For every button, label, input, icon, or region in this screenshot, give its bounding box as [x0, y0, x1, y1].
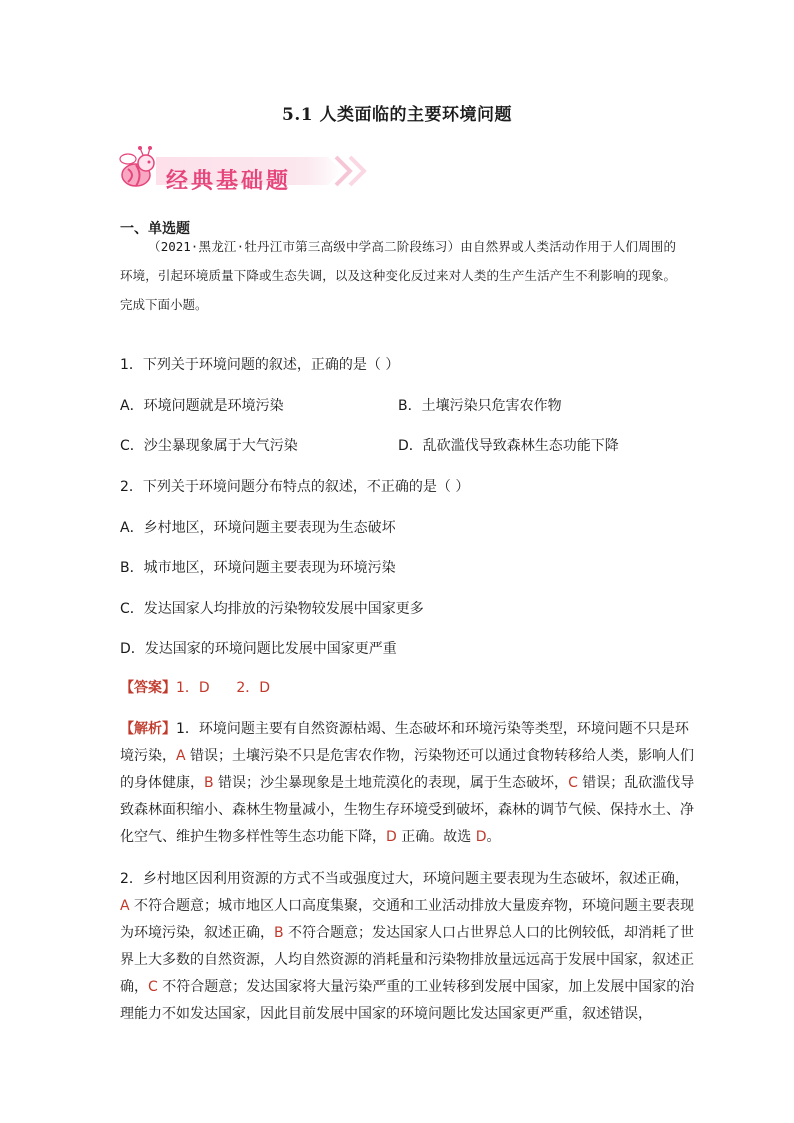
- analysis-1-paragraph: [120, 716, 698, 851]
- option-mark: C: [568, 775, 578, 791]
- option-mark: D: [475, 829, 487, 845]
- option-mark: D: [386, 829, 397, 845]
- analysis-1-text: 1．环境问题主要有自然资源枯竭、生态破坏和环境污染等类型，环境问题不只是环境污染，: [120, 721, 689, 764]
- option-mark: B: [204, 775, 214, 791]
- analysis-2-text: 不符合题意；城市地区人口高度集聚，交通和工业活动排放大量废弃物，环境问题主要表现为环境污染，叙述正确，: [120, 898, 695, 941]
- analysis-1-text: 。: [486, 829, 501, 845]
- intro-paragraph: （2021·黑龙江·牡丹江市第三高级中学高二阶段练习）由自然界或人类活动作用于人们周围的环境，引起环境质量下降或生态失调，以及这种变化反过来对人类的生产生活产生不利影响的现象。完成下面小题。: [120, 239, 676, 312]
- analysis-1-text: 错误；乱砍滥伐导致森林面积缩小、森林生物量减小，生物生存环境受到破坏，森林的调节气候、保持水土、净化空气、维护生物多样性等生态功能下降，: [120, 775, 695, 845]
- option-mark: B: [274, 925, 284, 941]
- analysis-2-text: 2．乡村地区因利用资源的方式不当或强度过大，环境问题主要表现为生态破坏，叙述正确，: [120, 871, 689, 887]
- option-mark: A: [120, 898, 130, 914]
- analysis-2-text: 不符合题意；发达国家人口占世界总人口的比例较低，却消耗了世界上大多数的自然资源，人均自然资源的消耗量和污染物排放量远远高于发展中国家，叙述正确，: [120, 925, 695, 995]
- answer-line: [120, 677, 270, 697]
- analysis-2-paragraph: [120, 866, 698, 1028]
- analysis-1-text: 正确。故选: [396, 829, 476, 845]
- analysis-2-text: 不符合题意；发达国家将大量污染严重的工业转移到发展中国家，加上发展中国家的治理能力不如发达国家，因此目前发展中国家的环境问题比发达国家更严重，叙述错误，: [120, 979, 695, 1022]
- question-1-option-c: C．沙尘暴现象属于大气污染: [120, 438, 298, 454]
- section-heading: 一、单选题: [120, 221, 190, 237]
- question-2-option-c: C．发达国家人均排放的污染物较发展中国家更多: [120, 601, 424, 617]
- option-mark: A: [176, 748, 186, 764]
- question-2-option-d: D．发达国家的环境问题比发展中国家更严重: [120, 641, 397, 657]
- question-1-stem: 1．下列关于环境问题的叙述，正确的是（ ）: [120, 357, 400, 373]
- analysis-1-text: 错误；沙尘暴现象是土地荒漠化的表现，属于生态破坏，: [213, 775, 569, 791]
- question-2-stem: 2．下列关于环境问题分布特点的叙述，不正确的是（ ）: [120, 479, 470, 495]
- bee-icon: [120, 146, 154, 186]
- question-1-option-b: B．土壤污染只危害农作物: [398, 398, 562, 414]
- analysis-1-text: 错误；土壤污染不只是危害农作物，污染物还可以通过食物转移给人类，影响人们的身体健康，: [120, 748, 695, 791]
- page-title: 5.1 人类面临的主要环境问题: [282, 105, 512, 125]
- answer-tag: 【答案】: [120, 680, 176, 696]
- question-2-option-b: B．城市地区，环境问题主要表现为环境污染: [120, 560, 396, 576]
- question-1-option-a: A．环境问题就是环境污染: [120, 398, 284, 414]
- answer-values: 1．D 2．D: [176, 680, 271, 696]
- banner-label: 经典基础题: [166, 169, 292, 194]
- question-2-option-a: A．乡村地区，环境问题主要表现为生态破坏: [120, 520, 396, 536]
- analysis-tag: 【解析】: [120, 721, 176, 737]
- question-1-option-d: D．乱砍滥伐导致森林生态功能下降: [398, 438, 619, 454]
- option-mark: C: [148, 979, 158, 995]
